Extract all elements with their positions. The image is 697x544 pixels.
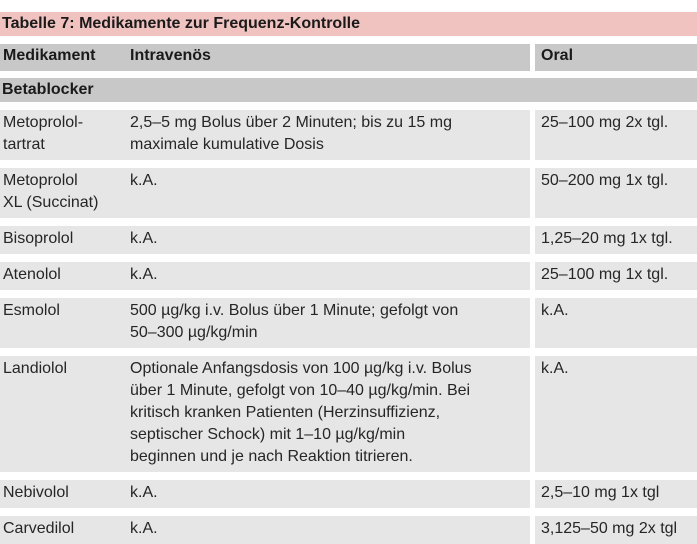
drug-cell: [0, 480, 124, 508]
cell-line: 50–300 µg/kg/min: [130, 324, 258, 341]
oral-cell: [535, 480, 697, 508]
cell-line: septischer Schock) mit 1–10 µg/kg/min: [130, 426, 406, 443]
table-row: [0, 356, 697, 472]
cell-line: 2,5–10 mg 1x tgl: [541, 484, 660, 501]
cell-line: über 1 Minute, gefolgt von 10–40 µg/kg/min. Bei: [130, 382, 471, 399]
table-row: [0, 168, 697, 218]
cell-line: Atenolol: [3, 266, 61, 283]
oral-cell: [535, 262, 697, 290]
cell-line: k.A.: [541, 302, 569, 319]
header-intravenoes: Intravenös: [124, 44, 530, 71]
table-title: Tabelle 7: Medikamente zur Frequenz-Kontrolle: [0, 12, 697, 36]
drug-cell: [0, 298, 124, 348]
header-oral: Oral: [535, 44, 697, 71]
intravenous-cell: [124, 226, 530, 254]
cell-line: XL (Succinat): [3, 194, 99, 211]
cell-line: k.A.: [541, 360, 569, 377]
table-row: [0, 298, 697, 348]
intravenous-cell: [124, 262, 530, 290]
intravenous-cell: [124, 168, 530, 218]
table-row: [0, 516, 697, 544]
cell-line: Landiolol: [3, 360, 68, 377]
cell-line: k.A.: [130, 172, 158, 189]
cell-line: Metoprolol: [3, 172, 78, 189]
table-row: [0, 226, 697, 254]
section-betablocker: Betablocker: [0, 78, 697, 102]
cell-line: Esmolol: [3, 302, 60, 319]
cell-line: kritisch kranken Patienten (Herzinsuffizienz,: [130, 404, 441, 421]
cell-line: maximale kumulative Dosis: [130, 136, 324, 153]
intravenous-cell: [124, 298, 530, 348]
cell-line: k.A.: [130, 484, 158, 501]
cell-line: k.A.: [130, 520, 158, 537]
cell-line: 500 µg/kg i.v. Bolus über 1 Minute; gefolgt von: [130, 302, 459, 319]
cell-line: Nebivolol: [3, 484, 69, 501]
intravenous-cell: [124, 480, 530, 508]
cell-line: Carvedilol: [3, 520, 75, 537]
table-row: [0, 480, 697, 508]
drug-cell: [0, 110, 124, 160]
cell-line: Optionale Anfangsdosis von 100 µg/kg i.v. Bolus: [130, 360, 472, 377]
cell-line: tartrat: [3, 136, 45, 153]
cell-line: k.A.: [130, 266, 158, 283]
oral-cell: [535, 110, 697, 160]
drug-cell: [0, 262, 124, 290]
table-row: [0, 110, 697, 160]
cell-line: 25–100 mg 2x tgl.: [541, 114, 669, 131]
cell-line: k.A.: [130, 230, 158, 247]
drug-cell: [0, 356, 124, 472]
cell-line: Metoprolol-: [3, 114, 84, 131]
cell-line: 3,125–50 mg 2x tgl: [541, 520, 678, 537]
cell-line: 25–100 mg 1x tgl.: [541, 266, 669, 283]
cell-line: 2,5–5 mg Bolus über 2 Minuten; bis zu 15 mg: [130, 114, 452, 131]
intravenous-cell: [124, 110, 530, 160]
cell-line: beginnen und je nach Reaktion titrieren.: [130, 448, 413, 465]
drug-cell: [0, 168, 124, 218]
oral-cell: [535, 356, 697, 472]
table-row: [0, 262, 697, 290]
oral-cell: [535, 226, 697, 254]
table-header-row: [0, 44, 697, 71]
cell-line: 1,25–20 mg 1x tgl.: [541, 230, 673, 247]
drug-cell: [0, 516, 124, 544]
drug-cell: [0, 226, 124, 254]
oral-cell: [535, 516, 697, 544]
intravenous-cell: [124, 356, 530, 472]
header-medikament: Medikament: [0, 44, 124, 71]
oral-cell: [535, 168, 697, 218]
oral-cell: [535, 298, 697, 348]
cell-line: Bisoprolol: [3, 230, 74, 247]
cell-line: 50–200 mg 1x tgl.: [541, 172, 669, 189]
intravenous-cell: [124, 516, 530, 544]
